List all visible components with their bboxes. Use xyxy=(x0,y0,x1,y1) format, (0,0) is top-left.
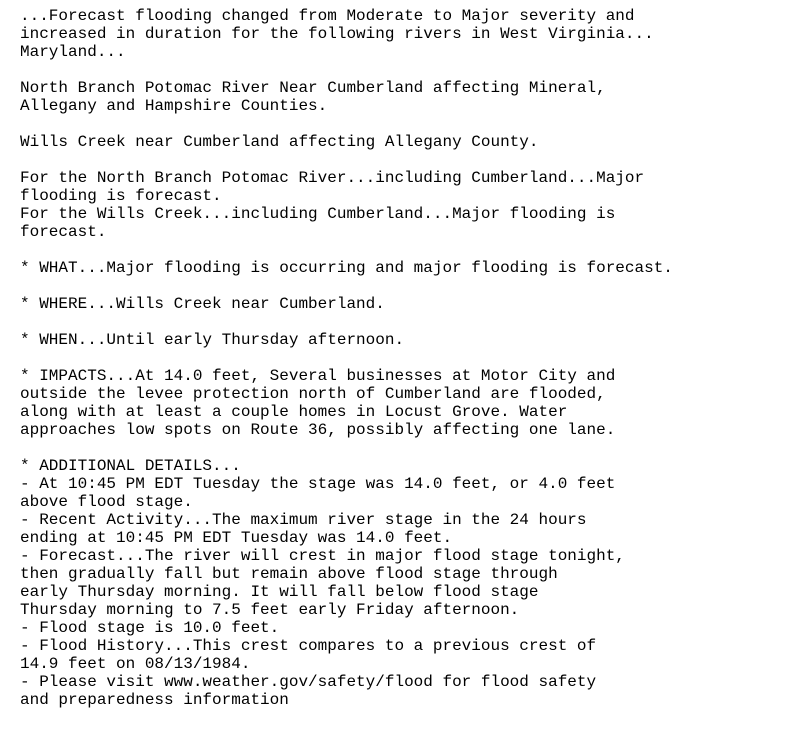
text-line: - Recent Activity...The maximum river stage in the 24 hours xyxy=(20,511,587,529)
text-line: - Flood stage is 10.0 feet. xyxy=(20,619,280,637)
text-line xyxy=(20,115,673,133)
text-line: * IMPACTS...At 14.0 feet, Several businesses at Motor City and xyxy=(20,367,616,385)
text-line: * WHEN...Until early Thursday afternoon. xyxy=(20,331,405,349)
text-line: For the Wills Creek...including Cumberland...Major flooding is xyxy=(20,205,616,223)
text-line: along with at least a couple homes in Locust Grove. Water xyxy=(20,403,568,421)
text-line: then gradually fall but remain above flood stage through xyxy=(20,565,558,583)
flood-statement-text xyxy=(20,7,673,709)
text-line: * WHERE...Wills Creek near Cumberland. xyxy=(20,295,385,313)
text-line: North Branch Potomac River Near Cumberland affecting Mineral, xyxy=(20,79,606,97)
text-line: - At 10:45 PM EDT Tuesday the stage was 14.0 feet, or 4.0 feet xyxy=(20,475,616,493)
text-line: increased in duration for the following rivers in West Virginia... xyxy=(20,25,654,43)
text-line: approaches low spots on Route 36, possibly affecting one lane. xyxy=(20,421,616,439)
text-line: * WHAT...Major flooding is occurring and major flooding is forecast. xyxy=(20,259,673,277)
text-line: Wills Creek near Cumberland affecting Allegany County. xyxy=(20,133,539,151)
text-line: - Please visit www.weather.gov/safety/flood for flood safety xyxy=(20,673,597,691)
text-line: Maryland... xyxy=(20,43,126,61)
text-line xyxy=(20,277,673,295)
text-line: and preparedness information xyxy=(20,691,289,709)
text-line: For the North Branch Potomac River...including Cumberland...Major xyxy=(20,169,645,187)
text-line: ending at 10:45 PM EDT Tuesday was 14.0 feet. xyxy=(20,529,453,547)
text-line xyxy=(20,313,673,331)
text-line: Thursday morning to 7.5 feet early Friday afternoon. xyxy=(20,601,520,619)
text-line: early Thursday morning. It will fall below flood stage xyxy=(20,583,539,601)
text-line: outside the levee protection north of Cumberland are flooded, xyxy=(20,385,606,403)
text-line xyxy=(20,241,673,259)
text-line xyxy=(20,349,673,367)
text-line xyxy=(20,61,673,79)
text-line: above flood stage. xyxy=(20,493,193,511)
text-line xyxy=(20,439,673,457)
text-line: - Flood History...This crest compares to a previous crest of xyxy=(20,637,597,655)
text-line: forecast. xyxy=(20,223,107,241)
text-line: 14.9 feet on 08/13/1984. xyxy=(20,655,251,673)
text-line xyxy=(20,151,673,169)
text-line: flooding is forecast. xyxy=(20,187,222,205)
text-line: - Forecast...The river will crest in major flood stage tonight, xyxy=(20,547,625,565)
text-line: ...Forecast flooding changed from Moderate to Major severity and xyxy=(20,7,635,25)
text-line: Allegany and Hampshire Counties. xyxy=(20,97,328,115)
text-line: * ADDITIONAL DETAILS... xyxy=(20,457,241,475)
